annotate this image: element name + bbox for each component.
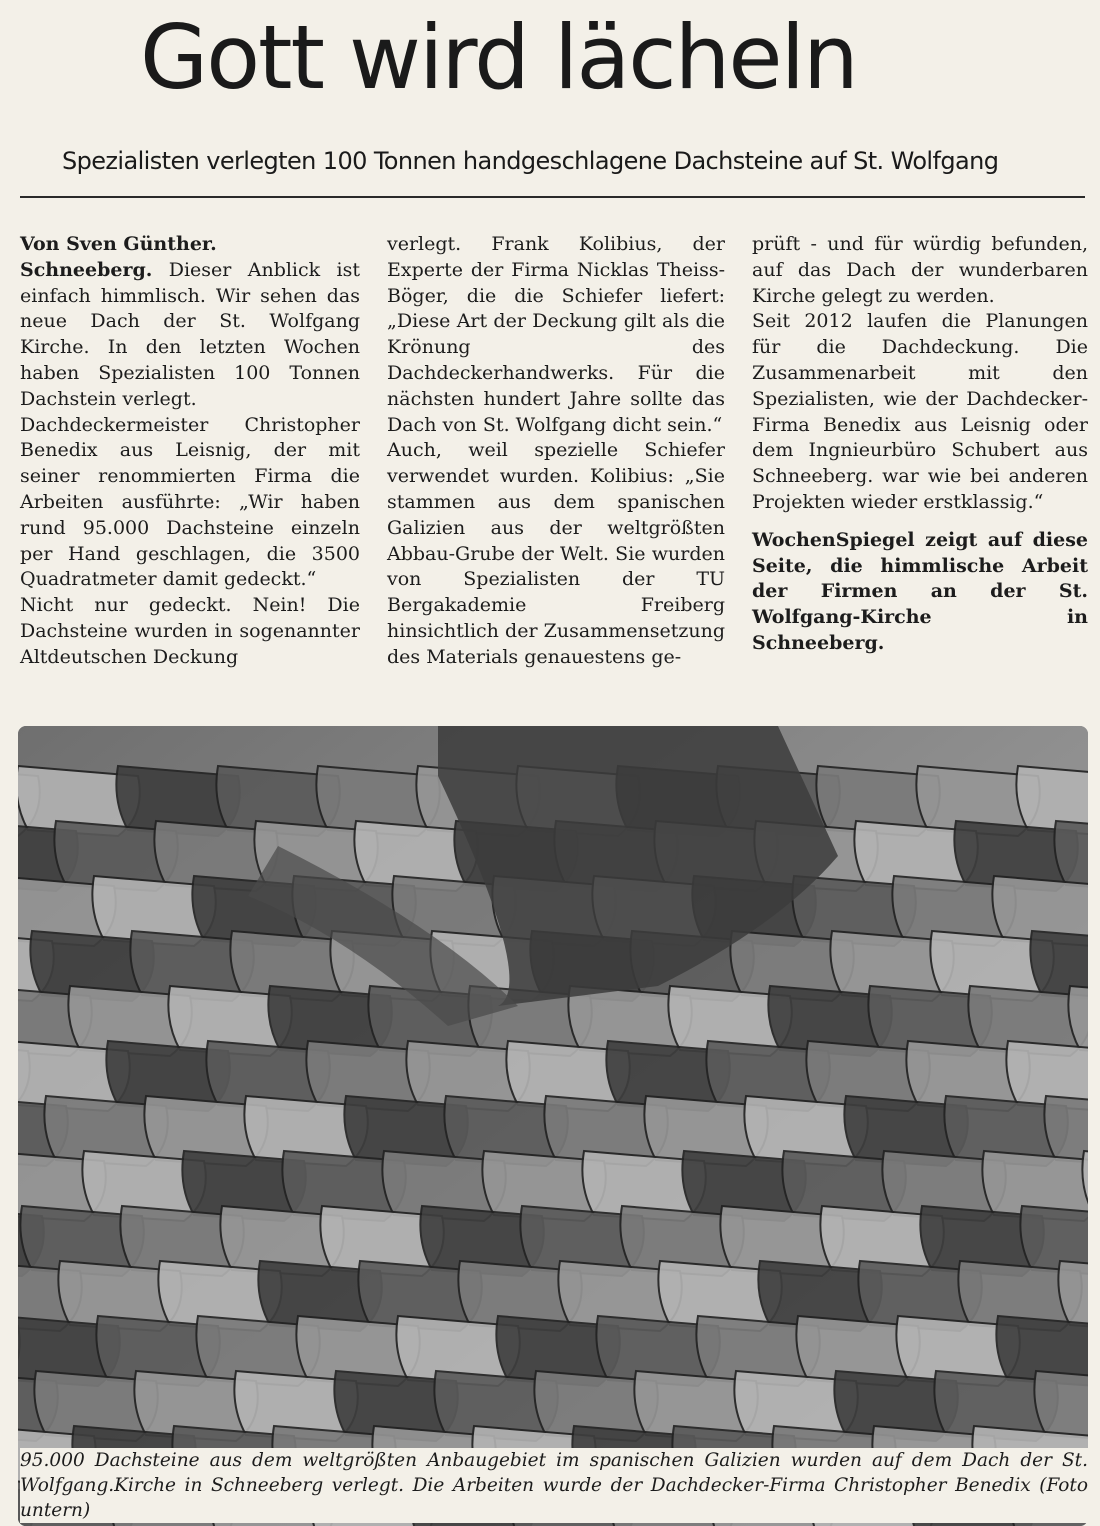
subheadline: Spezialisten verlegten 100 Tonnen handgeschlagene Dachsteine auf St. Wolfgang (62, 147, 999, 175)
headline: Gott wird lächeln (140, 6, 857, 109)
spacer (752, 516, 1088, 528)
promo-note: WochenSpiegel zeigt auf diese Seite, die himmlische Arbeit der Firmen an der St. Wolfgang-Kirche in Schneeberg. (752, 528, 1088, 654)
paragraph (20, 258, 360, 413)
slate-tiles-illustration (18, 726, 1088, 1526)
byline: Von Sven Günther. (20, 233, 217, 255)
text-column-1 (20, 232, 360, 671)
paragraph: verlegt. Frank Kolibius, der Experte der Firma Nicklas Theiss-Böger, die die Schiefer liefert: „Diese Art der Deckung gilt als die Krönung des Dachdeckerhandwerks. Für die nächsten hundert Jahre sollte das Dach von St. Wolfgang dicht sein.“ (387, 233, 725, 436)
paragraph: Seit 2012 laufen die Planungen für die Dachdeckung. Die Zusammenarbeit mit den Spezialisten, wie der Dachdecker-Firma Benedix aus Leisnig oder dem Ingnieurbüro Schubert aus Schneeberg. war wie bei anderen Projekten wieder erstklassig.“ (752, 310, 1088, 513)
paragraph: prüft - und für würdig befunden, auf das Dach der wunderbaren Kirche gelegt zu werden. (752, 233, 1088, 307)
slate-roof-photo (18, 726, 1088, 1526)
photo-caption: 95.000 Dachsteine aus dem weltgrößten Anbaugebiet im spanischen Galizien wurden auf dem Dach der St. Wolfgang.Kirche in Schneeberg verlegt. Die Arbeiten wurde der Dachdecker-Firma Christopher Benedix (Foto untern) (20, 1450, 1088, 1521)
paragraph: Nicht nur gedeckt. Nein! Die Dachsteine wurden in sogenannter Altdeutschen Deckung (20, 594, 360, 668)
paragraph: Auch, weil spezielle Schiefer verwendet wurden. Kolibius: „Sie stammen aus dem spanischen Galizien aus der weltgrößten Abbau-Grube der Welt. Sie wurden von Spezialisten der TU Bergakademie Freiberg hinsichtlich der Zusammensetzung des Materials genauestens ge- (387, 439, 725, 668)
dateline: Schneeberg. (20, 258, 153, 281)
text-column-3 (752, 232, 1088, 657)
divider (20, 196, 1085, 198)
paragraph: Dachdeckermeister Christopher Benedix aus Leisnig, der mit seiner renommierten Firma die Arbeiten ausführte: „Wir haben rund 95.000 Dachsteine einzeln per Hand geschlagen, die 3500 Quadratmeter damit gedeckt.“ (20, 413, 360, 591)
paragraph-text: Dieser Anblick ist einfach himmlisch. Wir sehen das neue Dach der St. Wolfgang Kirche. In den letzten Wochen haben Spezialisten 100 Tonnen Dachstein verlegt. (20, 258, 360, 410)
text-column-2 (387, 232, 725, 671)
